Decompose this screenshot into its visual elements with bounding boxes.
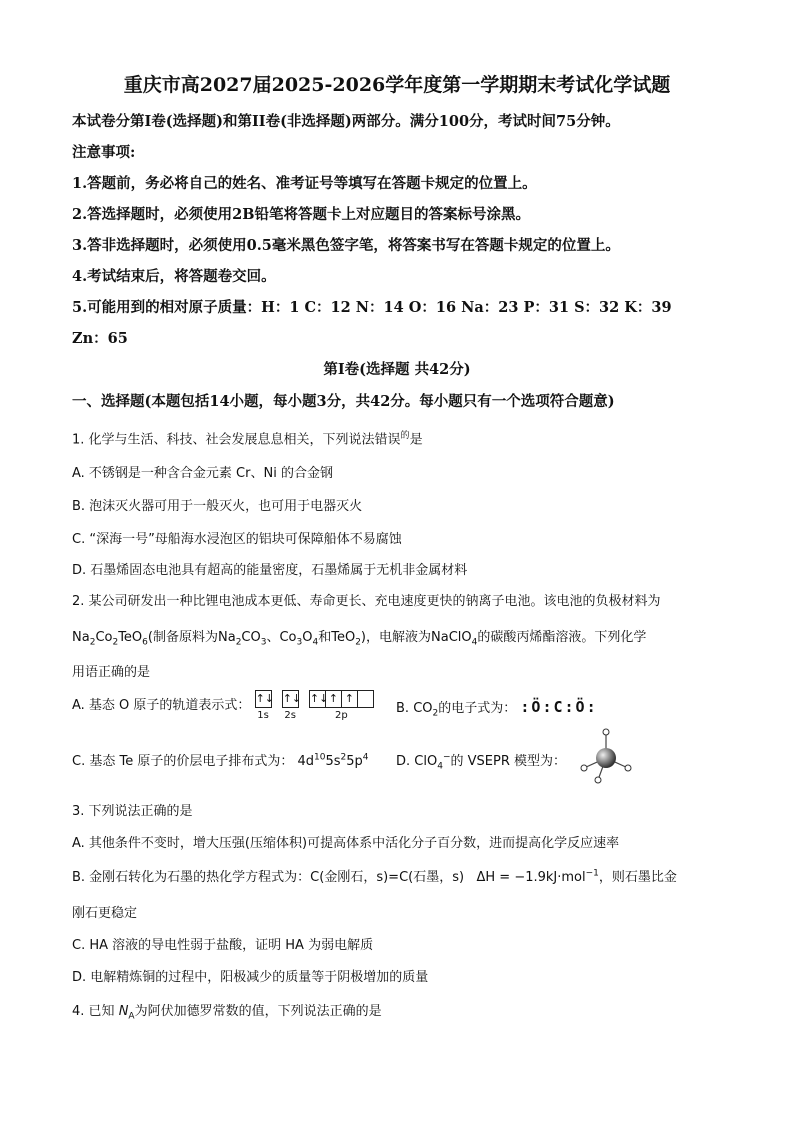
q2-stem-2: $Na_2Co_2TeO_6$(制备原料为$Na_2CO_3$、$Co_3O_4$和TeO$_2$)，电解液为NaClO$_4$的碳酸丙烯酯溶液。下列化学 — [72, 630, 647, 648]
part1-heading: 第I卷(选择题 共42分) — [323, 361, 471, 378]
note-5-cont: Zn：65 — [72, 330, 128, 347]
q3-option-c: C. HA 溶液的导电性弱于盐酸，证明 HA 为弱电解质 — [72, 938, 374, 953]
orbital-2s: ↑↓ 2s — [282, 692, 302, 721]
note-1: 1.答题前，务必将自己的姓名、准考证号等填写在答题卡规定的位置上。 — [72, 175, 537, 192]
notes-heading: 注意事项: — [72, 144, 136, 161]
note-2: 2.答选择题时，必须使用2B铅笔将答题卡上对应题目的答案标号涂黑。 — [72, 206, 530, 223]
q3-option-a: A. 其他条件不变时，增大压强(压缩体积)可提高体系中活化分子百分数，进而提高化学反应速率 — [72, 836, 620, 851]
q1-option-d: D. 石墨烯固态电池具有超高的能量密度，石墨烯属于无机非金属材料 — [72, 563, 468, 578]
note-5: 5.可能用到的相对原子质量：H：1 C：12 N：14 O：16 Na：23 P：31 S：32 K：39 — [72, 299, 672, 316]
q2-option-c: C. 基态 Te 原子的价层电子排布式为： $4d^{10}5s^25p^4$ — [72, 752, 369, 769]
orbital-1s: ↑↓ 1s — [255, 692, 275, 721]
intro-text: 本试卷分第I卷(选择题)和第II卷(非选择题)两部分。满分100分，考试时间75分钟。 — [72, 113, 620, 130]
vsepr-model-icon — [578, 728, 634, 784]
q3-option-b: B. 金刚石转化为石墨的热化学方程式为：C(金刚石，s)=C(石墨，s) ΔH = −1.9kJ·mol$^{-1}$，则石墨比金 — [72, 868, 677, 885]
na-symbol: $N_A$ — [118, 1004, 135, 1022]
formula-na2co2teo6: $Na_2Co_2TeO_6$ — [72, 630, 148, 648]
formula-clo4: ClO$_4$− — [414, 752, 451, 772]
delta-h: ΔH = −1.9kJ·mol$^{-1}$ — [468, 868, 599, 885]
co2-electron-dot-formula: :Ö:C:Ö: — [520, 698, 598, 716]
section1-heading: 一、选择题(本题包括14小题，每小题3分，共42分。每小题只有一个选项符合题意) — [72, 393, 615, 410]
q2-option-a: A. 基态 O 原子的轨道表示式： ↑↓ 1s ↑↓ 2s ↑↓↑ ↑ 2p — [72, 690, 380, 721]
q3-option-d: D. 电解精炼铜的过程中，阳极减少的质量等于阴极增加的质量 — [72, 970, 429, 985]
q2-stem-1: 2. 某公司研发出一种比锂电池成本更低、寿命更长、充电速度更快的钠离子电池。该电池的负极材料为 — [72, 594, 661, 609]
q1-option-c: C. “深海一号”母船海水浸泡区的铝块可保障船体不易腐蚀 — [72, 532, 402, 547]
formula-co2: $CO_2$ — [413, 701, 439, 719]
note-4: 4.考试结束后，将答题卷交回。 — [72, 268, 276, 285]
q1-option-b: B. 泡沫灭火器可用于一般灭火，也可用于电器灭火 — [72, 499, 363, 514]
q3-option-b-cont: 刚石更稳定 — [72, 906, 138, 921]
orbital-2p: ↑↓↑ ↑ 2p — [309, 690, 374, 721]
te-config: $4d^{10}5s^25p^4$ — [297, 752, 369, 769]
note-3: 3.答非选择题时，必须使用0.5毫米黑色签字笔，将答案书写在答题卡规定的位置上。 — [72, 237, 620, 254]
q3-stem: 3. 下列说法正确的是 — [72, 804, 193, 819]
q2-stem-3: 用语正确的是 — [72, 665, 151, 680]
formula-raw: $Na_2CO_3$、$Co_3O_4$ — [217, 630, 319, 648]
formula-naclo4: NaClO$_4$ — [431, 630, 478, 648]
q1-stem: 1. 化学与生活、科技、社会发展息息相关，下列说法错误$^的$是 — [72, 431, 423, 448]
q1-option-a: A. 不锈钢是一种含合金元素 Cr、Ni 的合金钢 — [72, 466, 333, 481]
q2-option-b: B. $CO_2$的电子式为： :Ö:C:Ö: — [396, 698, 598, 719]
page-title: 重庆市高2027届2025-2026学年度第一学期期末考试化学试题 — [123, 74, 671, 96]
q4-stem: 4. 已知 $N_A$为阿伏加德罗常数的值，下列说法正确的是 — [72, 1004, 382, 1022]
formula-teo2: TeO$_2$ — [331, 630, 361, 648]
q2-option-d: D. ClO$_4$−的 VSEPR 模型为： — [396, 752, 566, 772]
